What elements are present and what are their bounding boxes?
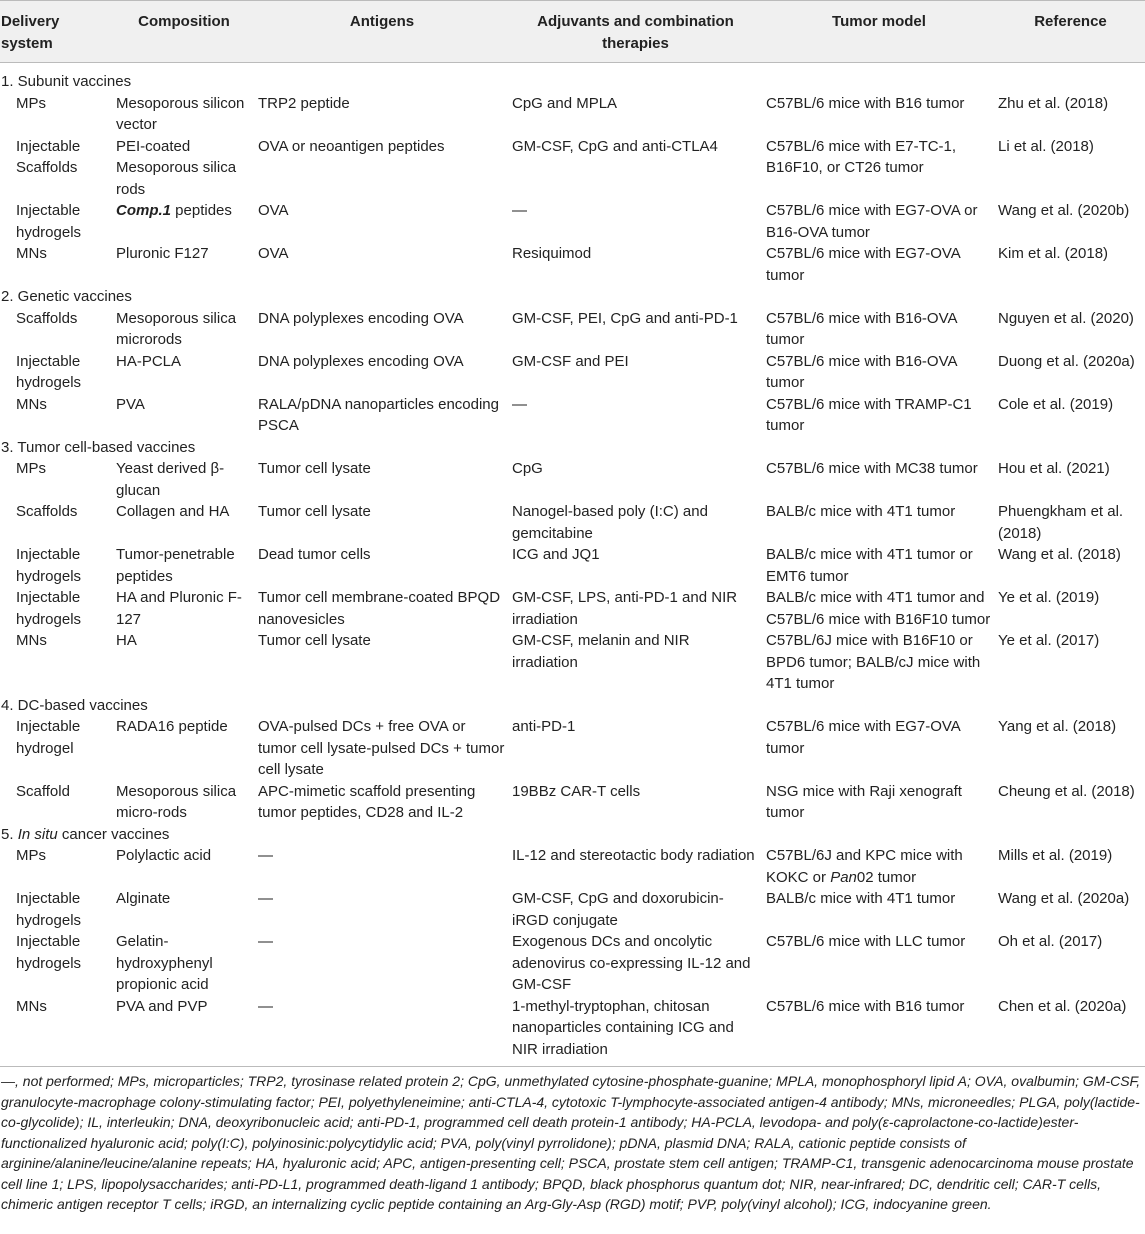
table-row — [0, 996, 1145, 1061]
table-row — [0, 716, 1145, 781]
cell-reference: Zhu et al. (2018) — [998, 94, 1109, 112]
cell-composition — [113, 200, 255, 243]
cell-adjuvants: CpG and MPLA — [512, 94, 618, 112]
cell-composition: Alginate — [116, 890, 171, 907]
cell-delivery-system: Injectable hydrogels — [16, 890, 82, 929]
cell-delivery-system: Scaffold — [16, 782, 70, 800]
cell-adjuvants: GM-CSF, CpG and doxorubicin-iRGD conjugate — [512, 890, 724, 929]
cell-antigens: — — [258, 997, 273, 1015]
header-tumor-model: Tumor model — [762, 1, 996, 63]
section-title: 1. Subunit vaccines — [1, 73, 132, 90]
cell-antigens: — — [258, 847, 273, 864]
header-adjuvants: Adjuvants and combination therapies — [509, 1, 762, 63]
cell-reference: Wang et al. (2020a) — [998, 890, 1130, 907]
cell-adjuvants: ICG and JQ1 — [512, 546, 600, 563]
section-title: 4. DC-based vaccines — [1, 696, 148, 714]
table-row — [0, 93, 1145, 136]
cell-composition: Collagen and HA — [116, 503, 230, 520]
cell-delivery-system: MNs — [16, 632, 47, 649]
cell-tumor-model: NSG mice with Raji xenograft tumor — [766, 782, 962, 821]
cell-delivery-system: Injectable hydrogel — [16, 718, 81, 757]
cell-antigens: TRP2 peptide — [258, 94, 350, 112]
table-row — [0, 351, 1145, 394]
cell-reference: Li et al. (2018) — [998, 137, 1094, 155]
cell-antigens: DNA polyplexes encoding OVA — [258, 309, 464, 327]
cell-reference: Phuengkham et al. (2018) — [998, 503, 1124, 542]
comp1-name: Comp.1 — [116, 202, 172, 219]
cell-reference: Ye et al. (2019) — [998, 589, 1100, 606]
cell-antigens: OVA-pulsed DCs + free OVA or tumor cell lysate-pulsed DCs + tumor cell lysate — [258, 718, 505, 778]
section-title: 2. Genetic vaccines — [1, 288, 132, 305]
cell-antigens: — — [258, 890, 273, 907]
cell-adjuvants: GM-CSF, PEI, CpG and anti-PD-1 — [512, 309, 738, 327]
table-footnote: —, not performed; MPs, microparticles; TRP2, tyrosinase related protein 2; CpG, unmethylated cytosine-phosphate-guanine; MPLA, monophosphoryl lipid A; OVA, ovalbumin; GM-CSF, granulocyte-macrophage colony-stimulating factor; PEI, polyethyleneimine; anti-CTLA-4, cytotoxic T-lymphocyte-associated antigen-4 antibody; MNs, microneedles; PLGA, poly(lactide-co-glycolide); IL, interleukin; DNA, deoxyribonucleic acid; anti-PD-1, programmed cell death protein-1 antibody; HA-PCLA, levodopa- and poly(ε-caprolactone-co-lactide)ester-functionalized hyaluronic acid; poly(I:C), polyinosinic:polycytidylic acid; PVA, poly(vinyl pyrrolidone); pDNA, plasmid DNA; RALA, cationic peptide consists of arginine/alanine/leucine/alanine repeats; HA, hyaluronic acid; APC, antigen-presenting cell; PSCA, prostate stem cell antigen; TRAMP-C1, transgenic adenocarcinoma mouse prostate cell line 1; LPS, lipopolysaccharides; anti-PD-L1, programmed death-ligand 1 antibody; BPQD, black phosphorus quantum dot; NIR, near-infrared; DC, dendritic cell; CAR-T cells, chimeric antigen receptor T cells; iRGD, an internalizing cyclic peptide containing an Arg-Gly-Asp (RGD) motif; PVP, poly(vinyl alcohol); ICG, indocyanine green. — [0, 1066, 1145, 1215]
section-title-prefix: 5. — [1, 825, 18, 843]
cell-tumor-model: C57BL/6 mice with B16 tumor — [766, 997, 965, 1015]
cell-adjuvants: GM-CSF, LPS, anti-PD-1 and NIR irradiation — [512, 589, 738, 628]
cell-tumor-model: C57BL/6 mice with B16-OVA tumor — [766, 309, 957, 348]
cell-adjuvants: GM-CSF, melanin and NIR irradiation — [512, 632, 690, 671]
cell-tumor-model: C57BL/6 mice with EG7-OVA or B16-OVA tumor — [766, 202, 978, 241]
cell-delivery-system: MPs — [16, 460, 46, 477]
cell-composition: Tumor-penetrable peptides — [116, 546, 235, 585]
cell-composition: PEI-coated Mesoporous silica rods — [116, 137, 237, 198]
header-antigens: Antigens — [255, 1, 509, 63]
cell-tumor-model: BALB/c mice with 4T1 tumor — [766, 503, 956, 520]
pan02-suffix: 02 tumor — [856, 868, 917, 886]
cell-adjuvants: 19BBz CAR-T cells — [512, 782, 641, 800]
cell-adjuvants: GM-CSF and PEI — [512, 352, 629, 370]
cell-tumor-model: C57BL/6 mice with TRAMP-C1 tumor — [766, 395, 972, 434]
cell-antigens: DNA polyplexes encoding OVA — [258, 352, 464, 370]
table-row — [0, 845, 1145, 888]
cell-reference: Kim et al. (2018) — [998, 245, 1109, 262]
cell-delivery-system: MNs — [16, 997, 47, 1015]
table-row — [0, 587, 1145, 630]
cell-adjuvants: Resiquimod — [512, 245, 592, 262]
cell-reference: Wang et al. (2020b) — [998, 202, 1130, 219]
cell-tumor-model: C57BL/6 mice with EG7-OVA tumor — [766, 718, 960, 757]
table-row — [0, 136, 1145, 201]
cell-tumor-model: C57BL/6J mice with B16F10 or BPD6 tumor; BALB/cJ mice with 4T1 tumor — [766, 632, 981, 692]
cell-delivery-system: Scaffolds — [16, 503, 78, 520]
cell-antigens: OVA or neoantigen peptides — [258, 137, 445, 155]
section-heading-row — [0, 824, 1145, 846]
cell-adjuvants: GM-CSF, CpG and anti-CTLA4 — [512, 137, 718, 155]
header-composition: Composition — [113, 1, 255, 63]
cell-delivery-system: MPs — [16, 94, 46, 112]
comp1-suffix: peptides — [171, 202, 232, 219]
section-title — [0, 824, 1145, 846]
cell-composition: HA and Pluronic F-127 — [116, 589, 242, 628]
pan02-italic: Pan — [830, 868, 857, 886]
cell-antigens: Tumor cell membrane-coated BPQD nanovesicles — [258, 589, 501, 628]
cell-tumor-model: C57BL/6 mice with E7-TC-1, B16F10, or CT26 tumor — [766, 137, 957, 176]
cell-reference: Duong et al. (2020a) — [998, 352, 1135, 370]
cell-adjuvants: Nanogel-based poly (I:C) and gemcitabine — [512, 503, 708, 542]
cell-antigens: APC-mimetic scaffold presenting tumor peptides, CD28 and IL-2 — [258, 782, 476, 821]
cell-reference: Wang et al. (2018) — [998, 546, 1121, 563]
table-row — [0, 544, 1145, 587]
cell-adjuvants: — — [512, 395, 527, 413]
cell-delivery-system: Injectable Scaffolds — [16, 137, 81, 176]
header-reference: Reference — [996, 1, 1145, 63]
cell-composition: Mesoporous silica microrods — [116, 309, 237, 348]
cell-antigens: Tumor cell lysate — [258, 460, 371, 477]
cell-composition: Pluronic F127 — [116, 245, 209, 262]
cell-reference: Cole et al. (2019) — [998, 395, 1114, 413]
section-title-suffix: cancer vaccines — [57, 825, 170, 843]
cell-delivery-system: Injectable hydrogels — [16, 352, 82, 391]
cell-composition: Gelatin-hydroxyphenyl propionic acid — [116, 933, 213, 993]
cell-reference: Ye et al. (2017) — [998, 632, 1100, 649]
cell-composition: Yeast derived β-glucan — [116, 460, 225, 499]
cell-delivery-system: MPs — [16, 847, 46, 864]
cell-composition: Mesoporous silicon vector — [116, 94, 245, 133]
cell-reference: Oh et al. (2017) — [998, 933, 1103, 950]
table-row — [0, 630, 1145, 695]
cell-adjuvants: IL-12 and stereotactic body radiation — [512, 847, 755, 864]
cell-delivery-system: MNs — [16, 395, 47, 413]
section-heading-row — [0, 63, 1145, 93]
cell-delivery-system: Injectable hydrogels — [16, 202, 82, 241]
cell-tumor-model: C57BL/6 mice with B16 tumor — [766, 94, 965, 112]
cell-adjuvants: anti-PD-1 — [512, 718, 576, 735]
cell-composition: PVA — [116, 395, 145, 413]
table-row — [0, 200, 1145, 243]
cell-antigens: RALA/pDNA nanoparticles encoding PSCA — [258, 395, 499, 434]
cell-composition: Polylactic acid — [116, 847, 212, 864]
cell-adjuvants: — — [512, 202, 527, 219]
cell-composition: RADA16 peptide — [116, 718, 228, 735]
cell-reference: Yang et al. (2018) — [998, 718, 1117, 735]
cell-composition: PVA and PVP — [116, 997, 208, 1015]
table-row — [0, 931, 1145, 996]
table-row — [0, 888, 1145, 931]
cell-tumor-model: BALB/c mice with 4T1 tumor or EMT6 tumor — [766, 546, 973, 585]
cell-tumor-model: BALB/c mice with 4T1 tumor and C57BL/6 mice with B16F10 tumor — [766, 589, 991, 628]
cell-delivery-system: Injectable hydrogels — [16, 933, 82, 972]
cell-tumor-model: C57BL/6 mice with LLC tumor — [766, 933, 966, 950]
cell-composition: HA — [116, 632, 137, 649]
cell-antigens: Dead tumor cells — [258, 546, 371, 563]
table-row — [0, 243, 1145, 286]
cell-adjuvants: 1-methyl-tryptophan, chitosan nanoparticles containing ICG and NIR irradiation — [512, 997, 734, 1058]
cell-tumor-model: C57BL/6 mice with EG7-OVA tumor — [766, 245, 960, 284]
cell-antigens: OVA — [258, 202, 289, 219]
tumor-model-text: C57BL/6J and KPC mice with KOKC or — [766, 847, 963, 886]
section-title: 3. Tumor cell-based vaccines — [1, 438, 196, 456]
cell-antigens: Tumor cell lysate — [258, 503, 371, 520]
cell-reference: Hou et al. (2021) — [998, 460, 1110, 477]
cell-delivery-system: Injectable hydrogels — [16, 589, 82, 628]
cell-antigens: OVA — [258, 245, 289, 262]
section-title-italic: In situ — [17, 825, 58, 843]
cell-delivery-system: MNs — [16, 245, 47, 262]
cell-tumor-model: C57BL/6 mice with MC38 tumor — [766, 460, 978, 477]
cell-adjuvants: Exogenous DCs and oncolytic adenovirus co-expressing IL-12 and GM-CSF — [512, 933, 751, 993]
cell-tumor-model — [762, 845, 996, 888]
cell-composition: HA-PCLA — [116, 352, 182, 370]
cell-antigens: — — [258, 933, 273, 950]
table-row — [0, 308, 1145, 351]
cell-reference: Cheung et al. (2018) — [998, 782, 1135, 800]
section-heading-row — [0, 695, 1145, 717]
table-row — [0, 501, 1145, 544]
table-row — [0, 458, 1145, 501]
table-header-row — [0, 1, 1145, 63]
section-heading-row — [0, 437, 1145, 459]
section-heading-row — [0, 286, 1145, 308]
cell-reference: Chen et al. (2020a) — [998, 997, 1127, 1015]
table-row — [0, 781, 1145, 824]
cell-antigens: Tumor cell lysate — [258, 632, 371, 649]
table-row — [0, 394, 1145, 437]
cell-tumor-model: C57BL/6 mice with B16-OVA tumor — [766, 352, 957, 391]
cell-reference: Nguyen et al. (2020) — [998, 309, 1134, 327]
cell-delivery-system: Injectable hydrogels — [16, 546, 82, 585]
header-delivery-system: Delivery system — [0, 1, 113, 63]
cell-reference: Mills et al. (2019) — [998, 847, 1113, 864]
cell-delivery-system: Scaffolds — [16, 309, 78, 327]
cell-composition: Mesoporous silica micro-rods — [116, 782, 237, 821]
cell-adjuvants: CpG — [512, 460, 543, 477]
cell-tumor-model: BALB/c mice with 4T1 tumor — [766, 890, 956, 907]
